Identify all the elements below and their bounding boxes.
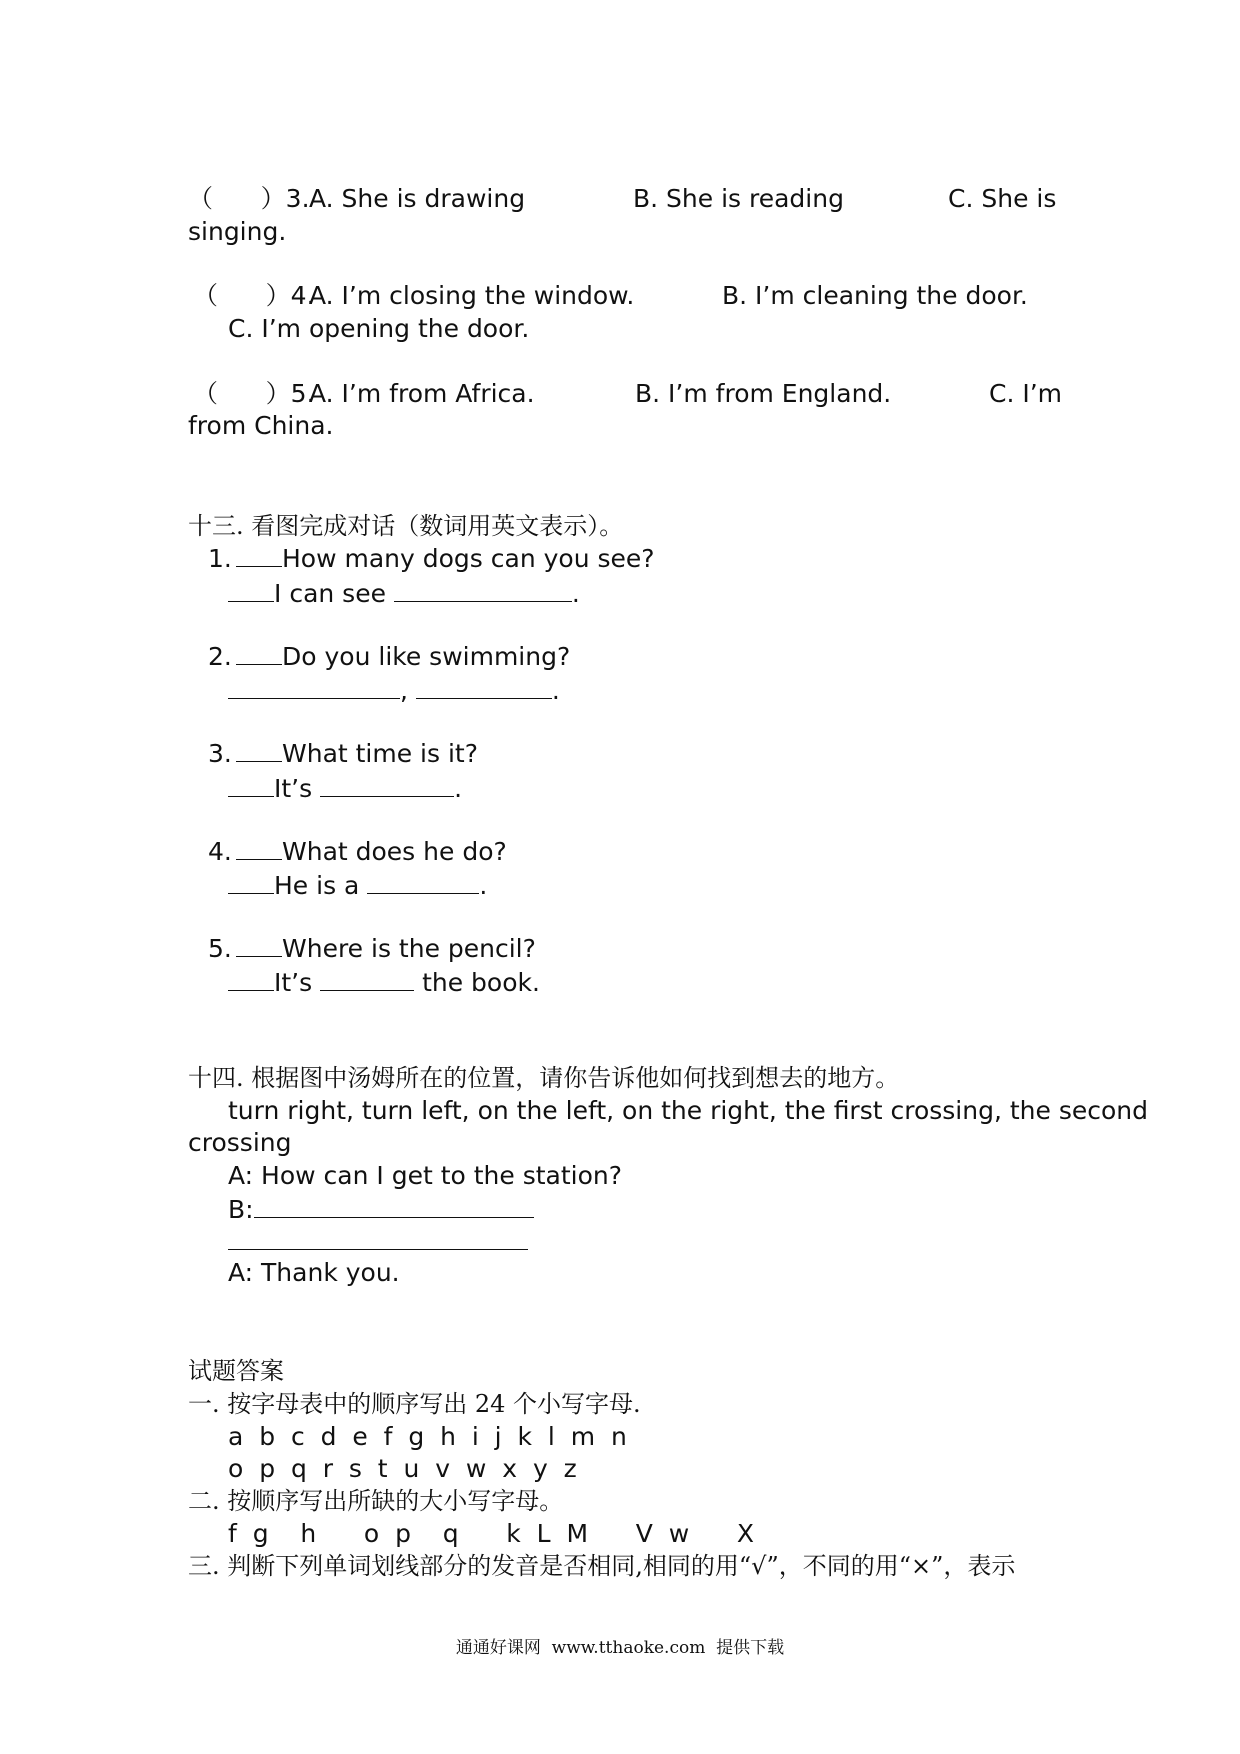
dash-mark: [236, 650, 282, 665]
dash-mark: [236, 747, 282, 762]
answers-section-1-row-2: o p q r s t u v w x y z: [228, 1454, 577, 1483]
s13-q3-question: [236, 739, 478, 769]
s13-q5-question: [236, 934, 536, 964]
q3-option-b: B. She is reading: [633, 184, 844, 213]
s13-q4-question-text: What does he do?: [282, 837, 507, 866]
s13-q2-blank-2[interactable]: [416, 674, 552, 699]
dash-mark: [236, 845, 282, 860]
s13-q2-question-text: Do you like swimming?: [282, 642, 571, 671]
q5-option-b: B. I’m from England.: [635, 379, 892, 408]
q5-option-c: C. I’m: [989, 379, 1063, 408]
q5-prefix: （ ）5.: [193, 379, 315, 408]
s13-q5-answer: [228, 966, 540, 998]
q3-option-a: A. She is drawing: [309, 184, 526, 213]
dash-mark: [236, 942, 282, 957]
dash-mark: [228, 879, 274, 894]
s13-q4-number: 4.: [208, 837, 232, 866]
s14-answer-blank-1[interactable]: [254, 1193, 534, 1218]
s13-q5-question-text: Where is the pencil?: [282, 934, 536, 963]
section-14-title: 十四. 根据图中汤姆所在的位置，请你告诉他如何找到想去的地方。: [188, 1064, 900, 1092]
s14-word-bank-line-2: crossing: [188, 1128, 292, 1157]
dash-mark: [228, 976, 274, 991]
s13-q2-comma: ,: [400, 676, 408, 705]
q3-prefix: （ ）3.: [188, 184, 310, 213]
s13-q1-answer-suffix: .: [571, 579, 580, 608]
s14-word-bank-line-1: turn right, turn left, on the left, on the right, the first crossing, the second: [228, 1096, 1148, 1125]
s13-q2-answer-suffix: .: [551, 676, 560, 705]
q4-prefix: （ ）4.: [193, 281, 315, 310]
q4-option-b: B. I’m cleaning the door.: [722, 281, 1028, 310]
s13-q1-question-text: How many dogs can you see?: [282, 544, 655, 573]
s14-dialog-a2: A: Thank you.: [228, 1258, 400, 1287]
s13-q4-question: [236, 837, 507, 867]
s13-q1-answer-prefix: I can see: [274, 579, 386, 608]
s14-answer-line-2: [228, 1225, 528, 1257]
q4-option-c: C. I’m opening the door.: [228, 314, 530, 343]
s13-q4-blank[interactable]: [367, 869, 479, 894]
s13-q3-number: 3.: [208, 739, 232, 768]
answers-section-2-title: 二. 按顺序写出所缺的大小写字母。: [188, 1487, 564, 1515]
dash-mark: [228, 684, 274, 699]
s13-q3-answer-suffix: .: [454, 774, 463, 803]
s13-q2-blank-1[interactable]: [274, 674, 400, 699]
s13-q5-number: 5.: [208, 934, 232, 963]
answers-section-2-row: f g h o p q k L M V w X: [228, 1519, 754, 1548]
answers-section-1-title: 一. 按字母表中的顺序写出 24 个小写字母.: [188, 1390, 641, 1418]
s13-q1-question: [236, 544, 655, 574]
s14-dialog-b-label: B:: [228, 1195, 254, 1224]
s13-q4-answer: [228, 869, 487, 901]
s13-q5-answer-prefix: It’s: [274, 968, 313, 997]
s13-q2-number: 2.: [208, 642, 232, 671]
q5-option-c-cont: from China.: [188, 411, 334, 440]
s14-dialog-a1: A: How can I get to the station?: [228, 1161, 623, 1190]
dash-mark: [236, 552, 282, 567]
s13-q5-answer-suffix: the book.: [422, 968, 540, 997]
answers-section-1-row-1: a b c d e f g h i j k l m n: [228, 1422, 627, 1451]
s13-q2-question: [236, 642, 570, 672]
s13-q1-number: 1.: [208, 544, 232, 573]
s13-q5-blank[interactable]: [320, 966, 414, 991]
s13-q3-answer-prefix: It’s: [274, 774, 313, 803]
dash-mark: [228, 587, 274, 602]
s14-dialog-b: [228, 1193, 534, 1225]
s14-answer-blank-2[interactable]: [228, 1225, 528, 1250]
answers-section-3-title: 三. 判断下列单词划线部分的发音是否相同,相同的用“√”，不同的用“×”，表示: [188, 1552, 1016, 1580]
s13-q4-answer-suffix: .: [479, 871, 488, 900]
s13-q3-question-text: What time is it?: [282, 739, 478, 768]
s13-q3-answer: [228, 772, 462, 804]
s13-q1-blank[interactable]: [394, 577, 572, 602]
s13-q2-answer: [228, 674, 560, 706]
page-footer: 通通好课网 www.tthaoke.com 提供下载: [455, 1638, 785, 1658]
q3-option-c: C. She is: [948, 184, 1057, 213]
s13-q4-answer-prefix: He is a: [274, 871, 360, 900]
q4-option-a: A. I’m closing the window.: [309, 281, 635, 310]
dash-mark: [228, 782, 274, 797]
s13-q1-answer: [228, 577, 580, 609]
answers-heading: 试题答案: [188, 1357, 284, 1385]
s13-q3-blank[interactable]: [320, 772, 454, 797]
q3-option-c-cont: singing.: [188, 217, 287, 246]
q5-option-a: A. I’m from Africa.: [309, 379, 535, 408]
section-13-title: 十三. 看图完成对话（数词用英文表示）。: [188, 512, 624, 540]
